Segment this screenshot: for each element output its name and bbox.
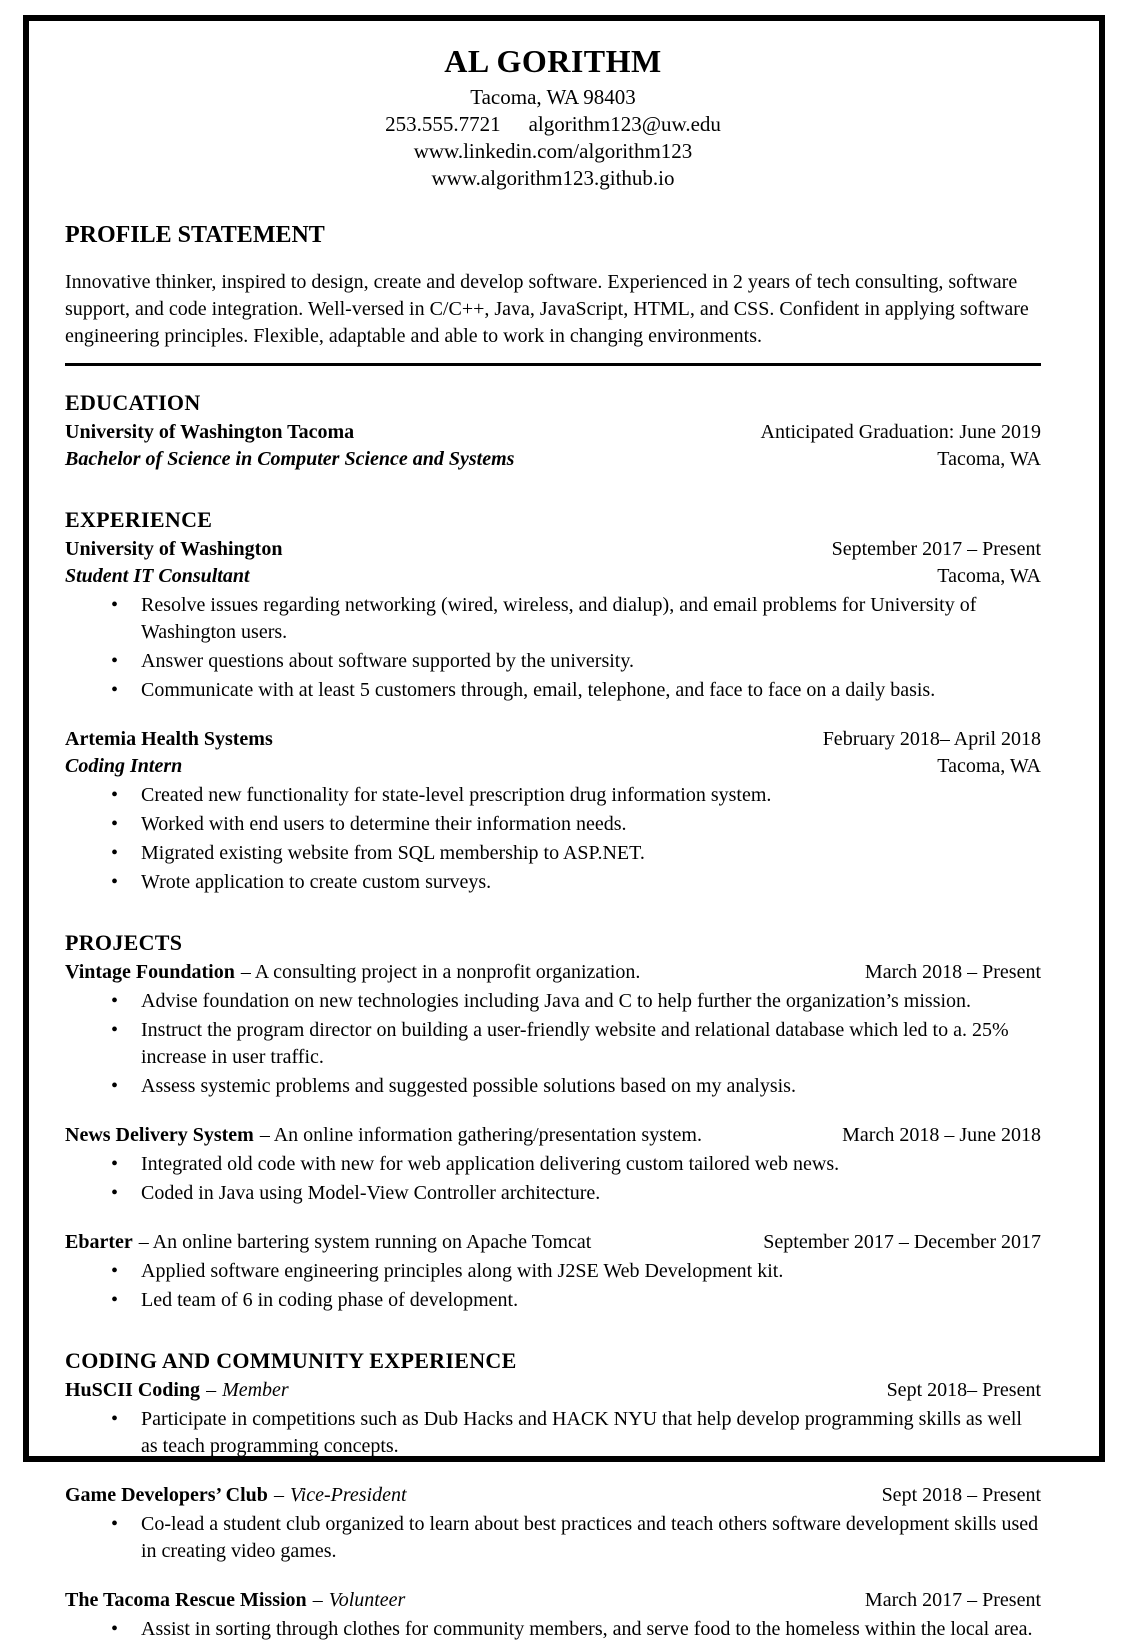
- bullet-item: • Advise foundation on new technologies including Java and C to help further the organization’s mission.: [111, 988, 1041, 1015]
- project-bullets: [65, 1151, 1041, 1207]
- resume-header: [65, 43, 1041, 192]
- project-title-row: [65, 959, 1041, 986]
- school-name: University of Washington Tacoma: [65, 420, 355, 443]
- education-degree-row: [65, 446, 1041, 473]
- community-bullets: [65, 1511, 1041, 1565]
- bullet-item: • Assist in sorting through clothes for community members, and serve food to the homeless within the local area.: [111, 1616, 1041, 1643]
- email-address: algorithm123@uw.edu: [528, 112, 721, 136]
- resume-content: [29, 21, 1099, 1643]
- graduation-date: Anticipated Graduation: June 2019: [760, 420, 1041, 443]
- bullet-item: • Led team of 6 in coding phase of development.: [111, 1287, 1041, 1314]
- job-entry: [65, 536, 1041, 704]
- project-description: – A consulting project in a nonprofit organization.: [240, 960, 641, 983]
- community-section: [65, 1348, 1041, 1643]
- dash-separator: –: [312, 1588, 323, 1611]
- project-description: – An online bartering system running on Apache Tomcat: [138, 1230, 592, 1253]
- bullet-item: • Applied software engineering principles along with J2SE Web Development kit.: [111, 1258, 1041, 1285]
- community-title: [65, 1587, 405, 1614]
- project-dates: September 2017 – December 2017: [763, 1230, 1041, 1253]
- community-title-row: [65, 1482, 1041, 1509]
- bullet-item: • Instruct the program director on building a user-friendly website and relational database which led to a. 25% increase in user traffic.: [111, 1017, 1041, 1071]
- linkedin-url: www.linkedin.com/algorithm123: [413, 139, 693, 163]
- org-name: Game Developers’ Club: [65, 1483, 268, 1506]
- experience-heading: EXPERIENCE: [65, 506, 213, 532]
- job-location: Tacoma, WA: [937, 754, 1041, 777]
- member-role: Vice-President: [289, 1483, 407, 1506]
- job-bullets: [65, 782, 1041, 896]
- project-bullets: [65, 988, 1041, 1100]
- school-location: Tacoma, WA: [937, 447, 1041, 470]
- project-title: [65, 1229, 591, 1256]
- job-org-row: [65, 726, 1041, 753]
- bullet-item: • Co-lead a student club organized to learn about best practices and teach others software development skills used in creating video games.: [111, 1511, 1041, 1565]
- project-name: Ebarter: [65, 1230, 133, 1253]
- bullet-item: • Assess systemic problems and suggested possible solutions based on my analysis.: [111, 1073, 1041, 1100]
- community-title: [65, 1482, 407, 1509]
- page-border: [23, 15, 1105, 1640]
- job-dates: February 2018– April 2018: [822, 727, 1041, 750]
- community-entry: [65, 1482, 1041, 1565]
- bullet-item: • Integrated old code with new for web application delivering custom tailored web news.: [111, 1151, 1041, 1178]
- profile-text: Innovative thinker, inspired to design, create and develop software. Experienced in 2 years of tech consulting, software support, and code integration. Well-versed in C/C++, Java, JavaScript, HTML, and CSS. Confident in applying software engineering principles. Flexible, adaptable and able to work in changing environments.: [65, 270, 1029, 347]
- community-title-row: [65, 1377, 1041, 1404]
- community-dates: March 2017 – Present: [864, 1588, 1041, 1611]
- education-heading: EDUCATION: [65, 389, 201, 415]
- education-school-row: [65, 419, 1041, 446]
- org-name: HuSCII Coding: [65, 1378, 201, 1401]
- job-bullets: [65, 592, 1041, 704]
- section-divider: [65, 363, 1041, 366]
- project-name: Vintage Foundation: [65, 960, 235, 983]
- project-name: News Delivery System: [65, 1123, 254, 1146]
- bullet-item: • Worked with end users to determine their information needs.: [111, 811, 1041, 838]
- bullet-item: • Wrote application to create custom surveys.: [111, 869, 1041, 896]
- project-title-row: [65, 1122, 1041, 1149]
- location-text: Tacoma, WA 98403: [470, 85, 636, 109]
- community-entry: [65, 1377, 1041, 1460]
- community-bullets: [65, 1616, 1041, 1643]
- github-url: www.algorithm123.github.io: [431, 166, 675, 190]
- degree-name: Bachelor of Science in Computer Science and Systems: [65, 447, 515, 470]
- project-entry: [65, 1229, 1041, 1314]
- project-description: – An online information gathering/presentation system.: [259, 1123, 702, 1146]
- project-dates: March 2018 – June 2018: [842, 1123, 1041, 1146]
- bullet-item: • Participate in competitions such as Dub Hacks and HACK NYU that help develop programming skills as well as teach programming concepts.: [111, 1406, 1041, 1460]
- profile-heading: PROFILE STATEMENT: [65, 222, 325, 248]
- member-role: Volunteer: [328, 1588, 406, 1611]
- project-title: [65, 1122, 702, 1149]
- project-title-row: [65, 1229, 1041, 1256]
- job-title-row: [65, 753, 1041, 780]
- dash-separator: –: [206, 1378, 217, 1401]
- bullet-item: • Resolve issues regarding networking (wired, wireless, and dialup), and email problems for University of Washington users.: [111, 592, 1041, 646]
- education-section: [65, 390, 1041, 473]
- bullet-item: • Created new functionality for state-level prescription drug information system.: [111, 782, 1041, 809]
- resume-name: AL GORITHM: [444, 43, 662, 79]
- project-dates: March 2018 – Present: [864, 960, 1041, 983]
- community-heading: CODING AND COMMUNITY EXPERIENCE: [65, 1347, 517, 1373]
- project-entry: [65, 1122, 1041, 1207]
- job-org: University of Washington: [65, 537, 283, 560]
- community-title: [65, 1377, 289, 1404]
- bullet-item: • Communicate with at least 5 customers through, email, telephone, and face to face on a daily basis.: [111, 677, 1041, 704]
- bullet-item: • Answer questions about software supported by the university.: [111, 648, 1041, 675]
- community-bullets: [65, 1406, 1041, 1460]
- job-dates: September 2017 – Present: [831, 537, 1041, 560]
- community-entry: [65, 1587, 1041, 1643]
- community-title-row: [65, 1587, 1041, 1614]
- job-title: Coding Intern: [65, 754, 183, 777]
- profile-section: [65, 222, 1041, 350]
- community-dates: Sept 2018 – Present: [881, 1483, 1041, 1506]
- project-bullets: [65, 1258, 1041, 1314]
- projects-heading: PROJECTS: [65, 929, 183, 955]
- job-location: Tacoma, WA: [937, 564, 1041, 587]
- job-title: Student IT Consultant: [65, 564, 250, 587]
- bullet-item: • Migrated existing website from SQL membership to ASP.NET.: [111, 840, 1041, 867]
- project-entry: [65, 959, 1041, 1100]
- phone-number: 253.555.7721: [385, 112, 501, 136]
- project-title: [65, 959, 640, 986]
- job-entry: [65, 726, 1041, 896]
- phone-email-line: [65, 111, 1041, 138]
- projects-section: [65, 930, 1041, 1314]
- dash-separator: –: [273, 1483, 284, 1506]
- org-name: The Tacoma Rescue Mission: [65, 1588, 307, 1611]
- job-title-row: [65, 563, 1041, 590]
- community-dates: Sept 2018– Present: [886, 1378, 1041, 1401]
- job-org: Artemia Health Systems: [65, 727, 273, 750]
- job-org-row: [65, 536, 1041, 563]
- member-role: Member: [222, 1378, 289, 1401]
- bullet-item: • Coded in Java using Model-View Controller architecture.: [111, 1180, 1041, 1207]
- experience-section: [65, 507, 1041, 896]
